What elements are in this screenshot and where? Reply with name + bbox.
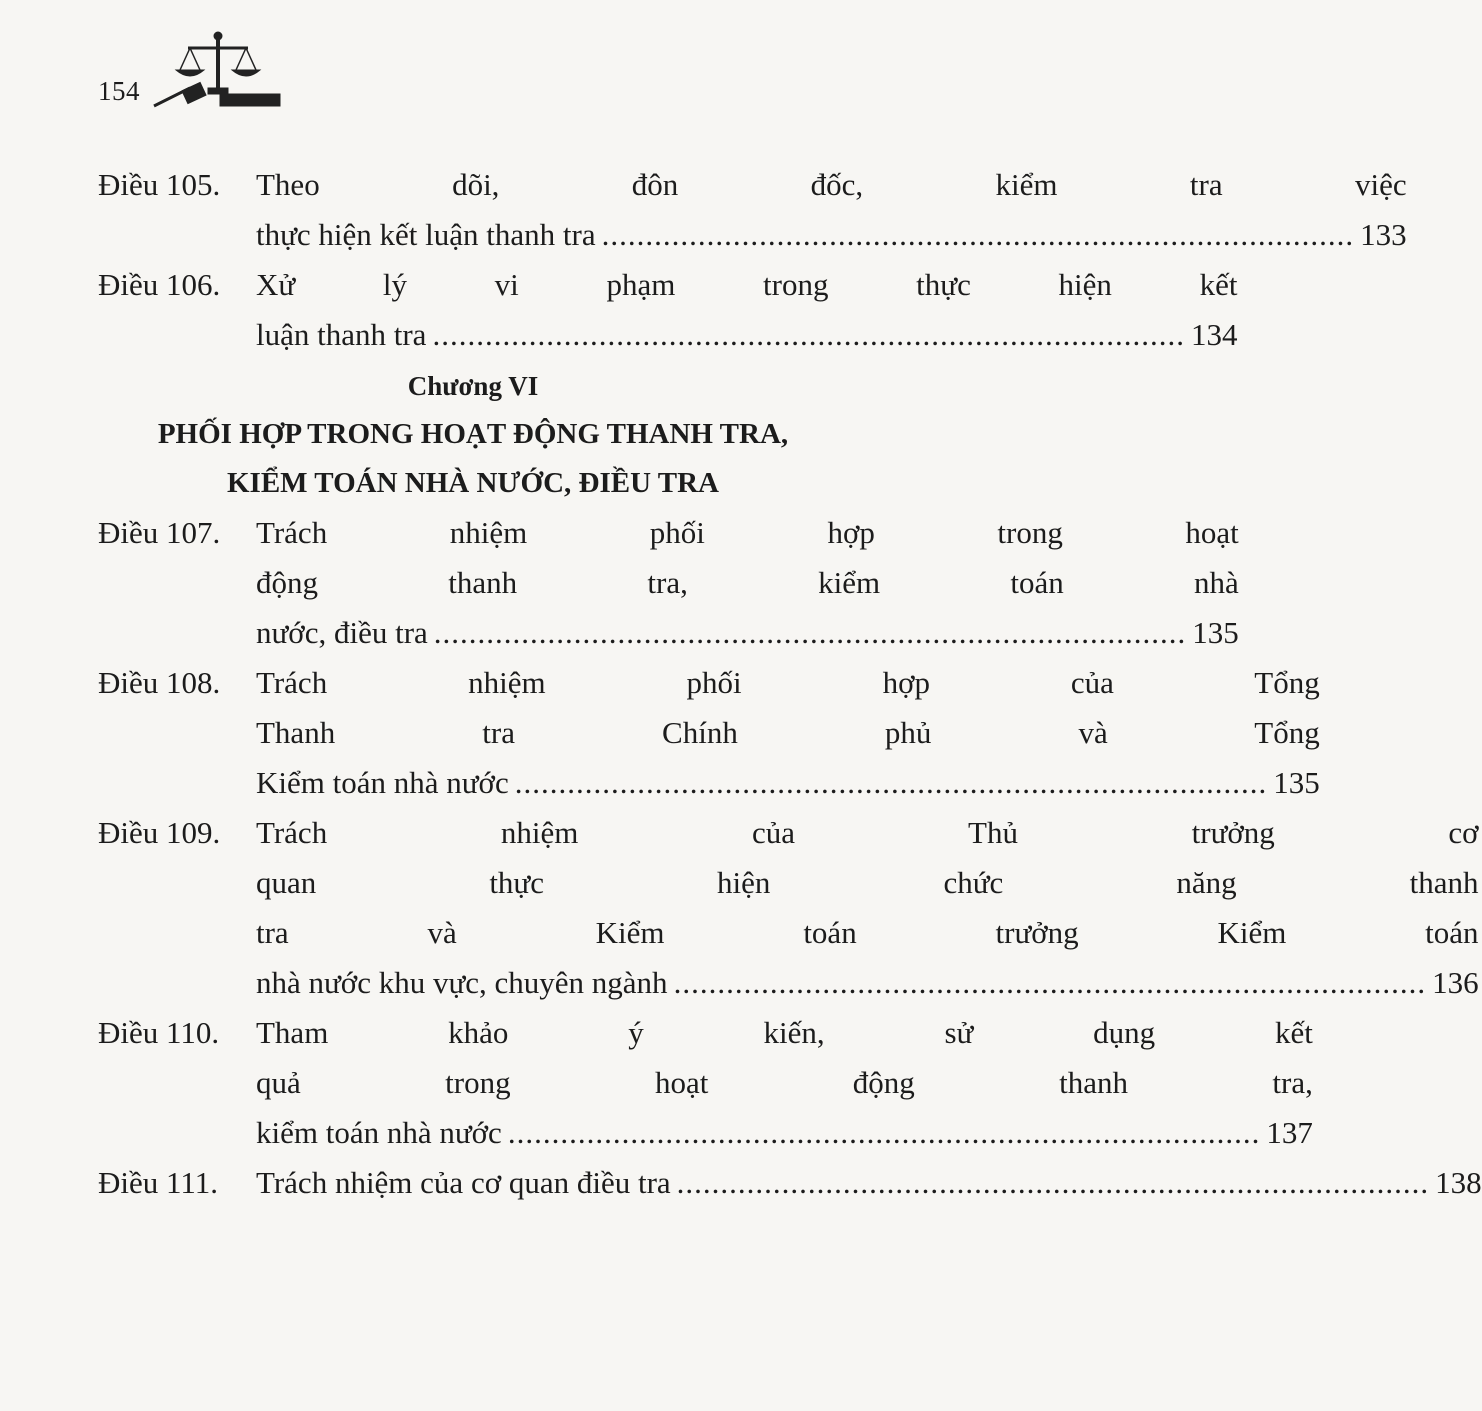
page-ref: 138 (1435, 1165, 1482, 1200)
leader-dots: ...................................................................................... (676, 1165, 1430, 1200)
article-title-line: quan thực hiện chức năng thanh (256, 865, 1479, 900)
article-title-line: Trách nhiệm của Thủ trưởng cơ (256, 815, 1479, 850)
toc-entry-dieu-109[interactable] (98, 808, 1479, 1008)
article-title-line: Xử lý vi phạm trong thực hiện kết (256, 267, 1238, 302)
article-title-line: Trách nhiệm phối hợp của Tổng (256, 665, 1320, 700)
article-title-line: quả trong hoạt động thanh tra, (256, 1065, 1313, 1100)
article-label: Điều 108. (98, 665, 221, 700)
leader-dots: ...................................................................................... (601, 217, 1355, 252)
article-title-line: Kiểm toán nhà nước (256, 765, 509, 800)
page-ref: 137 (1266, 1115, 1313, 1150)
chapter-title-line: KIỂM TOÁN NHÀ NƯỚC, ĐIỀU TRA (227, 467, 719, 499)
article-label: Điều 106. (98, 267, 221, 302)
toc-entry-dieu-106[interactable] (98, 260, 1238, 360)
toc-entry-dieu-107[interactable] (98, 508, 1239, 658)
leader-dots: ...................................................................................... (673, 965, 1427, 1000)
article-title-line: Trách nhiệm phối hợp trong hoạt (256, 515, 1239, 550)
page-ref: 133 (1360, 217, 1407, 252)
article-title-line: thực hiện kết luận thanh tra (256, 217, 596, 252)
article-title-line: Thanh tra Chính phủ và Tổng (256, 715, 1320, 750)
article-title-line: Trách nhiệm của cơ quan điều tra (256, 1165, 671, 1200)
table-of-contents (98, 160, 1482, 1208)
article-title-line: Tham khảo ý kiến, sử dụng kết (256, 1015, 1313, 1050)
leader-dots: ...................................................................................... (433, 615, 1187, 650)
article-label: Điều 105. (98, 167, 221, 202)
toc-entry-dieu-110[interactable] (98, 1008, 1313, 1158)
article-title-line: luận thanh tra (256, 317, 427, 352)
leader-dots: ...................................................................................... (507, 1115, 1261, 1150)
article-title-line: nhà nước khu vực, chuyên ngành (256, 965, 668, 1000)
justice-scale-gavel-icon (150, 30, 285, 110)
article-label: Điều 110. (98, 1015, 220, 1050)
article-title-line: nước, điều tra (256, 615, 428, 650)
page-ref: 135 (1273, 765, 1320, 800)
leader-dots: ...................................................................................... (432, 317, 1185, 352)
page-ref: 134 (1190, 317, 1238, 352)
toc-entry-dieu-108[interactable] (98, 658, 1320, 808)
article-label: Điều 109. (98, 815, 221, 850)
page-ref: 136 (1432, 965, 1479, 1000)
page-number: 154 (98, 76, 140, 106)
article-title-line: Theo dõi, đôn đốc, kiểm tra việc (256, 167, 1407, 202)
article-title-line: động thanh tra, kiểm toán nhà (256, 565, 1239, 600)
article-label: Điều 107. (98, 515, 221, 550)
toc-entry-dieu-111[interactable] (98, 1158, 1482, 1208)
article-title-line: kiểm toán nhà nước (256, 1115, 502, 1150)
chapter-label: Chương VI (407, 371, 539, 401)
leader-dots: ...................................................................................... (514, 765, 1268, 800)
article-label: Điều 111. (98, 1165, 218, 1200)
toc-entry-dieu-105[interactable] (98, 160, 1407, 260)
page-ref: 135 (1192, 615, 1239, 650)
chapter-title-line: PHỐI HỢP TRONG HOẠT ĐỘNG THANH TRA, (157, 418, 789, 450)
article-title-line: tra và Kiểm toán trưởng Kiểm toán (256, 915, 1479, 950)
